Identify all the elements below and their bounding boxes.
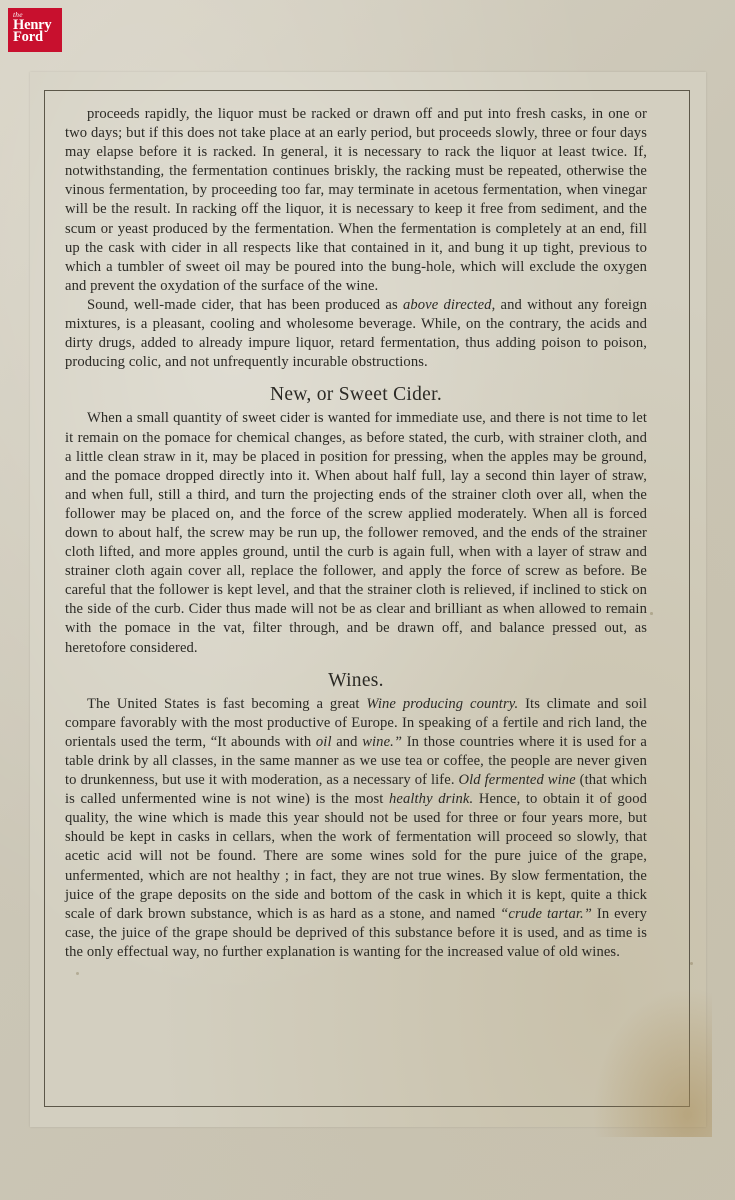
henry-ford-logo — [8, 8, 62, 52]
paragraph-4-part-4: In those countries where it is used for a table drink by all classes, in the same manner as we use tea or coffee, the people are never given to drunkenness, but use it with moderation, as a necessary of life. — [65, 733, 647, 789]
paragraph-4-emphasis-6: “crude tartar.” — [500, 905, 592, 922]
paragraph-2-part-1: Sound, well-made cider, that has been produced as — [87, 296, 403, 313]
paragraph-4-emphasis-2: oil — [315, 733, 332, 750]
paragraph-4-emphasis-4: Old fermented wine — [458, 772, 576, 789]
scanned-page — [30, 72, 706, 1127]
paragraph-1: proceeds rapidly, the liquor must be racked or drawn off and put into fresh casks, in one or two days; but if this does not take place at an early period, but proceeds slowly, three or four days may elapse before it is racked. In general, it is necessary to rack the liquor at least twice. If, notwithstanding, the fermentation continues briskly, the racking must be repeated, otherwise the vinous fermentation, by proceeding too far, may terminate in acetous fermentation, when vinegar will be the result. In racking off the liquor, it is necessary to keep it free from sediment, and the scum or yeast produced by the fermentation. When the fermentation is completely at an end, fill up the cask with cider in all respects like that contained in it, and bung it up tight, previous to which a tumbler of sweet oil may be poured into the bung-hole, which will exclude the oxygen and prevent the oxydation of the surface of the wine. — [65, 106, 647, 294]
paragraph-4-part-2: Its climate and soil compare favorably with the most productive of Europe. In speaking of a fertile and rich land, the orientals used the term, “It abounds with — [65, 695, 647, 750]
section-heading-wines: Wines. — [328, 669, 384, 691]
section-heading-new-or-sweet-cider: New, or Sweet Cider. — [269, 384, 443, 406]
paragraph-2-emphasis: above directed — [402, 296, 492, 313]
logo-henry-text: Henry — [13, 16, 52, 33]
paragraph-4-part-1: The United States is fast becoming a great — [87, 695, 367, 712]
paper-speck — [690, 962, 693, 965]
logo-the-text: the — [13, 10, 23, 19]
paragraph-4-emphasis-1: Wine producing country. — [366, 695, 519, 712]
logo-ford-text: Ford — [13, 29, 43, 46]
paragraph-4-part-5: (that which is called unfermented wine is not wine) is the most — [65, 772, 648, 808]
paragraph-2-part-2: , and without any foreign mixtures, is a pleasant, cooling and wholesome beverage. While, on the contrary, the acids and dirty drugs, added to already impure liquor, retard fermentation, thus adding poison to poison, producing colic, and not unfrequently incurable obstructions. — [65, 296, 647, 371]
paragraph-2 — [65, 296, 647, 372]
paragraph-4 — [65, 695, 647, 962]
paragraph-4-part-7: In every case, the juice of the grape should be deprived of this substance before it is used, and as time is the only effectual way, no further explanation is wanting for the increased value of old wines. — [65, 905, 647, 960]
paragraph-4-part-3: and — [331, 733, 363, 750]
page-text-body — [65, 105, 647, 962]
paragraph-4-emphasis-5: healthy drink. — [389, 791, 474, 808]
paragraph-4-emphasis-3: wine.” — [362, 733, 403, 750]
paragraph-3: When a small quantity of sweet cider is wanted for immediate use, and there is not time to let it remain on the pomace for chemical changes, as before stated, the curb, with strainer cloth, and a little clean straw in it, may be placed in position for pressing, when the apples may be ground, and the pomace dropped directly into it. When about half full, lay a second thin layer of straw, and when full, still a third, and turn the projecting ends of the strainer cloth over all, when the follower may be placed on, and the force of the screw applied moderately. When all is forced down to about half, the screw may be run up, the follower removed, and the ends of the strainer cloth lifted, and more apples ground, until the curb is again full, when with a layer of straw and strainer cloth again cover all, replace the follower, and apply the force of screw as before. Be careful that the follower is kept level, and that the strainer cloth is relieved, if inclined to stick on the side of the curb. Cider thus made will not be as clear and brilliant as when allowed to remain with the pomace in the vat, filter through, and be drawn off, and balance pressed out, as heretofore considered. — [65, 410, 647, 656]
page-border — [44, 90, 690, 1107]
paragraph-4-part-6: Hence, to obtain it of good quality, the wine which is made this year should not be used for three or four years more, but should be kept in casks in cellars, when the work of fermentation will proceed so slowly, that acetic acid will not be found. There are some wines sold for the pure juice of the grape, unfermented, which are not healthy ; in fact, they are not true wines. By slow fermentation, the juice of the grape deposits on the side and bottom of the cask in which it is kept, quite a thick scale of dark brown substance, which is as hard as a stone, and named — [65, 791, 647, 922]
